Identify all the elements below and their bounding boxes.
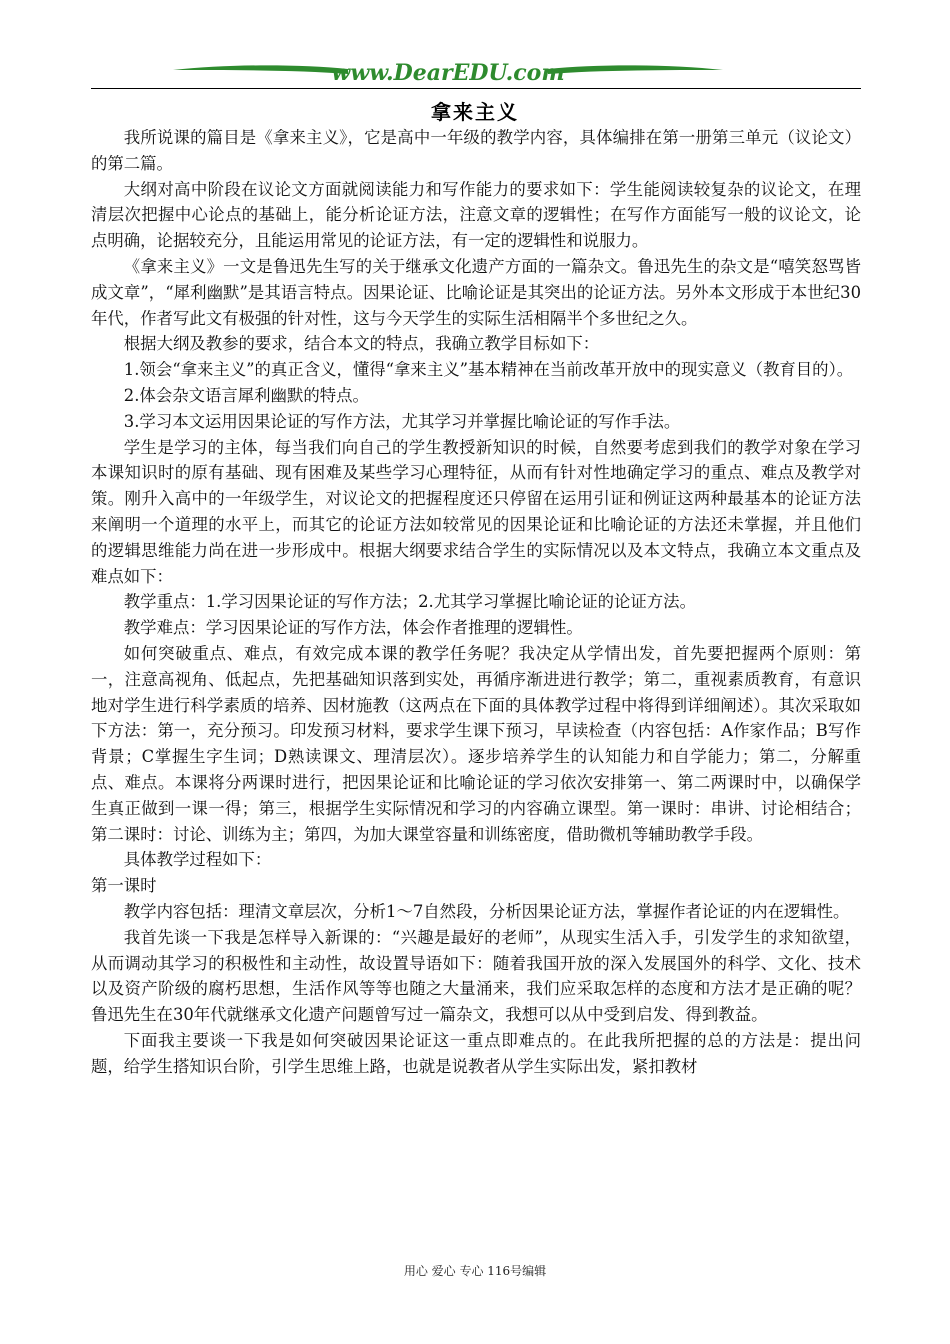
- paragraph-students: 学生是学习的主体，每当我们向自己的学生教授新知识的时候，自然要考虑到我们的教学对象在学习本课知识时的原有基础、现有困难及某些学习心理特征，从而有针对性地确定学习的重点、难点及教学对策。刚升入高中的一年级学生，对议论文的把握程度还只停留在运用引证和例证这两种最基本的论证方法来阐明一个道理的水平上，而其它的论证方法如较常见的因果论证和比喻论证的方法还未掌握，并且他们的逻辑思维能力尚在进一步形成中。根据大纲要求结合学生的实际情况以及本文特点，我确立本文重点及难点如下：: [91, 437, 861, 586]
- paragraph-intro: 我所说课的篇目是《拿来主义》，它是高中一年级的教学内容，具体编排在第一册第三单元（议论文）的第二篇。: [91, 128, 861, 173]
- paragraph-lesson-content: 教学内容包括：理清文章层次，分析1～7自然段，分析因果论证方法，掌握作者论证的内在逻辑性。: [123, 901, 850, 921]
- header-rule: [91, 88, 861, 89]
- goal-item-1: 1.领会“拿来主义”的真正含义，懂得“拿来主义”基本精神在当前改革开放中的现实意义（教育目的）。: [123, 360, 854, 380]
- paragraph-difficulties: 教学难点：学习因果论证的写作方法，体会作者推理的逻辑性。: [123, 618, 583, 638]
- page-footer: 用心 爱心 专心 116号编辑: [403, 1264, 547, 1278]
- paragraph-causal-argument: 下面我主要谈一下我是如何突破因果论证这一重点即难点的。在此我所把握的总的方法是：提出问题，给学生搭知识台阶，引学生思维上路，也就是说教者从学生实际出发，紧扣教材: [91, 1030, 861, 1076]
- section-heading-lesson-1: 第一课时: [91, 876, 157, 896]
- paragraph-methods: 如何突破重点、难点，有效完成本课的教学任务呢？我决定从学情出发，首先要把握两个原则：第一，注意高视角、低起点，先把基础知识落到实处，再循序渐进进行教学；第二，重视素质教育，有意识地对学生进行科学素质的培养、因材施教（这两点在下面的具体教学过程中将得到详细阐述）。其次采取如下方法：第一，充分预习。印发预习材料，要求学生课下预习，早读检查（内容包括：A作家作品；B写作背景；C掌握生字生词；D熟读课文、理清层次）。逐步培养学生的认知能力和自学能力；第二，分解重点、难点。本课将分两课时进行，把因果论证和比喻论证的学习依次安排第一、第二两课时中，以确保学生真正做到一课一得；第三，根据学生实际情况和学习的内容确立课型。第一课时：串讲、讨论相结合；第二课时：讨论、训练为主；第四，为加大课堂容量和训练密度，借助微机等辅助教学手段。: [91, 643, 861, 844]
- paragraph-introduction-method: 我首先谈一下我是怎样导入新课的：“兴趣是最好的老师”，从现实生活入手，引发学生的求知欲望，从而调动其学习的积极性和主动性，故设置导语如下：随着我国开放的深入发展国外的科学、文化、技术以及资产阶级的腐朽思想，生活作风等等也随之大量涌来，我们应采取怎样的态度和方法才是正确的呢？鲁迅先生在30年代就继承文化遗产问题曾写过一篇杂文，我想可以从中受到启发、得到教益。: [91, 927, 861, 1025]
- logo-left-swoosh: [173, 65, 348, 74]
- logo-text: www.DearEDU.com: [331, 60, 565, 86]
- paragraph-goals-intro: 根据大纲及教参的要求，结合本文的特点，我确立教学目标如下：: [123, 334, 600, 354]
- paragraph-text-analysis: 《拿来主义》一文是鲁迅先生写的关于继承文化遗产方面的一篇杂文。鲁迅先生的杂文是“嘻笑怒骂皆成文章”，“犀利幽默”是其语言特点。因果论证、比喻论证是其突出的论证方法。另外本文形成于本世纪30年代，作者写此文有极强的针对性，这与今天学生的实际生活相隔半个多世纪之久。: [91, 256, 861, 328]
- paragraph-syllabus: 大纲对高中阶段在议论文方面就阅读能力和写作能力的要求如下：学生能阅读较复杂的议论文，在理清层次把握中心论点的基础上，能分析论证方法，注意文章的逻辑性；在写作方面能写一般的议论文，论点明确，论据较充分，且能运用常见的论证方法，有一定的逻辑性和说服力。: [91, 179, 861, 251]
- goal-item-2: 2.体会杂文语言犀利幽默的特点。: [123, 385, 369, 405]
- dearedu-logo: [168, 58, 728, 88]
- paragraph-process-intro: 具体教学过程如下：: [123, 850, 272, 870]
- document-body: [91, 125, 861, 1079]
- logo-right-swoosh: [548, 65, 723, 74]
- document-title: 拿来主义: [431, 100, 519, 124]
- goal-item-3: 3.学习本文运用因果论证的写作方法，尤其学习并掌握比喻论证的写作手法。: [123, 411, 681, 431]
- paragraph-key-points: 教学重点：1.学习因果论证的写作方法；2.尤其学习掌握比喻论证的论证方法。: [123, 592, 696, 612]
